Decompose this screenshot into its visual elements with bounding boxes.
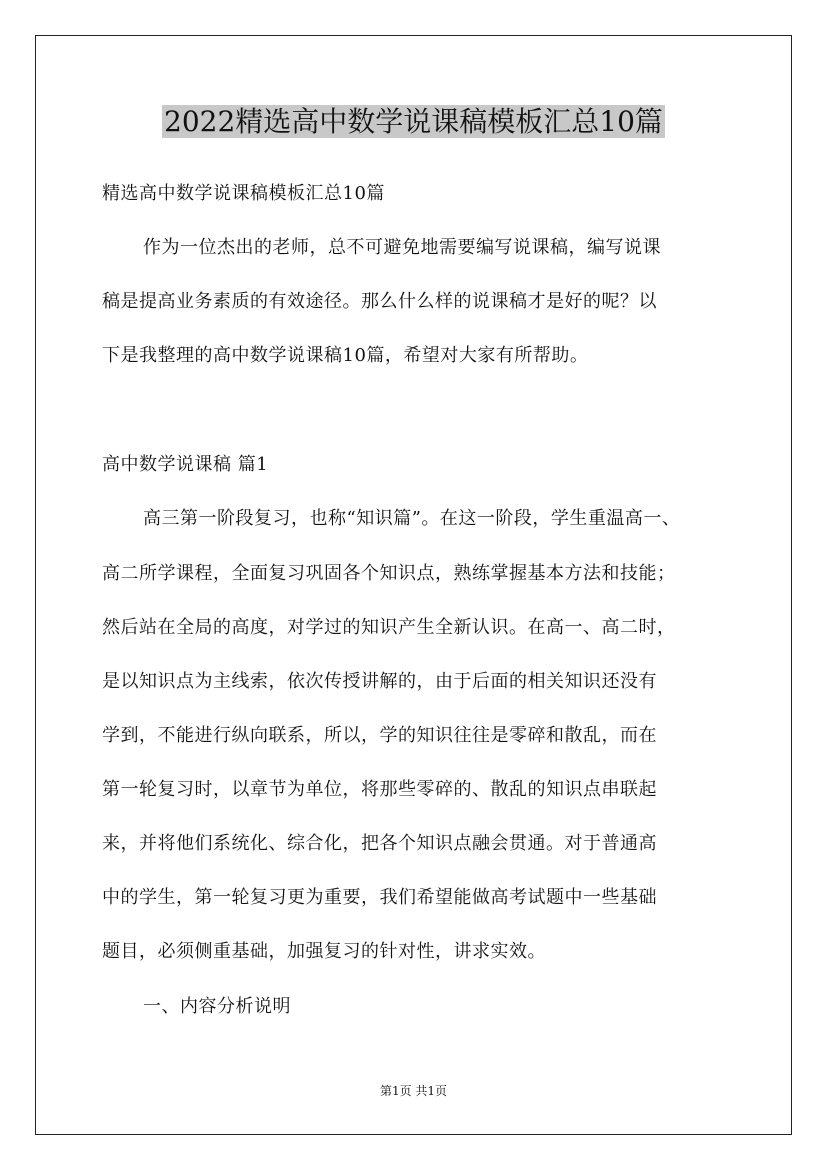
paragraph-line-8: 中的学生，第一轮复习更为重要，我们希望能做高考试题中一些基础 — [102, 887, 657, 908]
document-title — [0, 100, 827, 144]
subtitle-line: 精选高中数学说课稿模板汇总10篇 — [102, 183, 385, 204]
page-footer: 第1页 共1页 — [379, 1084, 448, 1098]
document-title-text: 2022精选高中数学说课稿模板汇总10篇 — [164, 105, 663, 138]
intro-line-2: 稿是提高业务素质的有效途径。那么什么样的说课稿才是好的呢？以 — [102, 291, 657, 312]
paragraph-line-3: 然后站在全局的高度，对学过的知识产生全新认识。在高一、高二时， — [102, 617, 676, 638]
section-heading-1: 高中数学说课稿 篇1 — [102, 454, 269, 475]
paragraph-line-9: 题目，必须侧重基础，加强复习的针对性，讲求实效。 — [102, 941, 546, 962]
intro-line-3: 下是我整理的高中数学说课稿10篇，希望对大家有所帮助。 — [102, 345, 589, 366]
paragraph-line-2: 高二所学课程，全面复习巩固各个知识点，熟练掌握基本方法和技能； — [102, 563, 676, 584]
paragraph-line-6: 第一轮复习时，以章节为单位，将那些零碎的、散乱的知识点串联起 — [102, 779, 657, 800]
subsection-heading: 一、内容分析说明 — [143, 996, 291, 1017]
paragraph-line-1: 高三第一阶段复习，也称“知识篇”。在这一阶段，学生重温高一、 — [143, 508, 681, 529]
paragraph-line-4: 是以知识点为主线索，依次传授讲解的，由于后面的相关知识还没有 — [102, 671, 657, 692]
intro-line-1: 作为一位杰出的老师，总不可避免地需要编写说课稿，编写说课 — [143, 237, 661, 258]
paragraph-line-7: 来，并将他们系统化、综合化，把各个知识点融会贯通。对于普通高 — [102, 833, 657, 854]
paragraph-line-5: 学到，不能进行纵向联系，所以，学的知识往往是零碎和散乱，而在 — [102, 725, 657, 746]
